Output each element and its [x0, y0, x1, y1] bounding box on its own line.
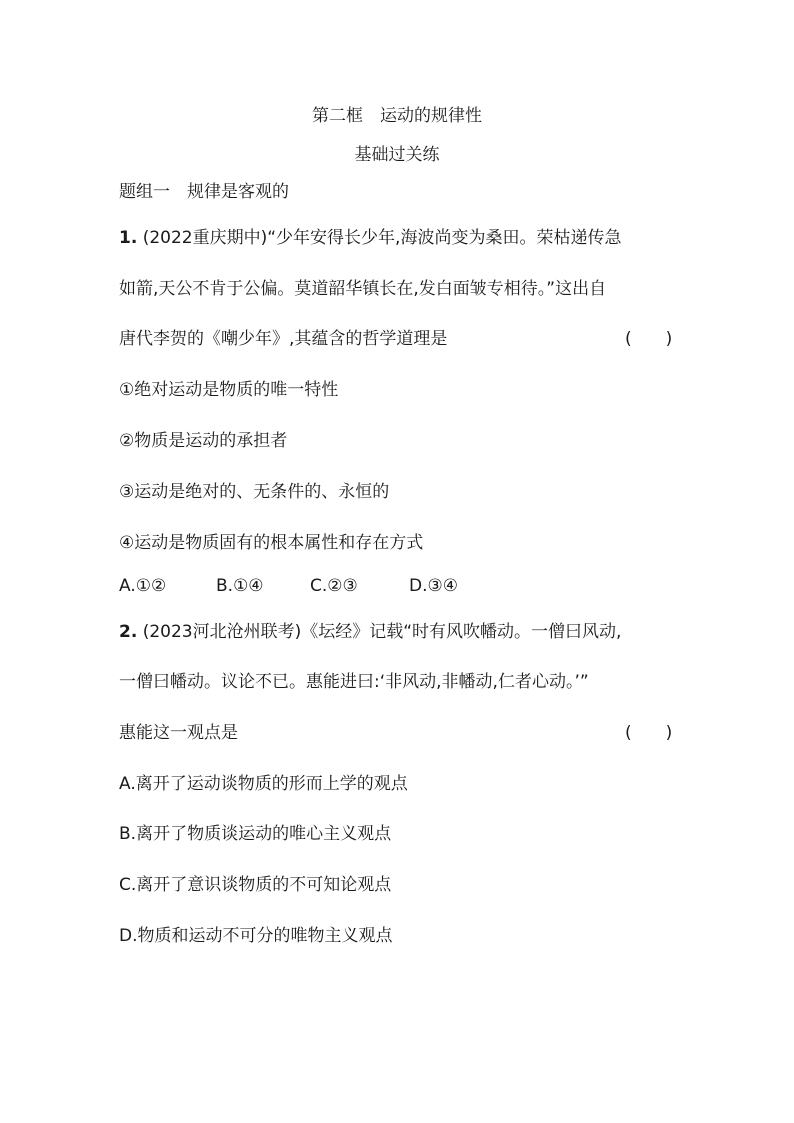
- lesson-title: 第二框 运动的规律性: [312, 106, 482, 126]
- question-1-option-d: D.③④: [409, 576, 458, 596]
- question-1-option-a: A.①②: [119, 576, 167, 596]
- question-1-statement-4: ④运动是物质固有的根本属性和存在方式: [119, 533, 424, 553]
- question-1-options: [119, 575, 458, 597]
- question-1-number: 1.: [119, 228, 138, 248]
- question-2-answer-paren: ( ): [625, 723, 673, 743]
- question-2-number: 2.: [119, 622, 138, 642]
- question-2-option-d: D.物质和运动不可分的唯物主义观点: [119, 926, 393, 946]
- question-1-text-1: (2022重庆期中)“少年安得长少年,海波尚变为桑田。荣枯递传急: [142, 228, 622, 248]
- question-2-line-3: 惠能这一观点是: [119, 723, 238, 743]
- question-2-text-1: (2023河北沧州联考)《坛经》记载“时有风吹幡动。一僧曰风动,: [142, 622, 622, 642]
- group-title: 题组一 规律是客观的: [119, 182, 289, 202]
- question-1-option-c: C.②③: [310, 576, 358, 596]
- question-1-line-3: 唐代李贺的《嘲少年》,其蕴含的哲学道理是: [119, 329, 448, 349]
- question-1-statement-1: ①绝对运动是物质的唯一特性: [119, 380, 339, 400]
- question-2-line-2: 一僧曰幡动。议论不已。惠能进曰:‘非风动,非幡动,仁者心动。’”: [119, 672, 589, 692]
- question-1-statement-2: ②物质是运动的承担者: [119, 431, 288, 451]
- question-2-option-a: A.离开了运动谈物质的形而上学的观点: [119, 774, 408, 794]
- question-2-option-b: B.离开了物质谈运动的唯心主义观点: [119, 824, 392, 844]
- question-1-line-2: 如箭,天公不肯于公偏。莫道韶华镇长在,发白面皱专相待。”这出自: [119, 279, 607, 299]
- question-1-line-1: [119, 227, 621, 249]
- question-1-option-b: B.①④: [216, 576, 264, 596]
- question-2-line-1: [119, 621, 621, 643]
- question-1-answer-paren: ( ): [625, 329, 673, 349]
- question-1-statement-3: ③运动是绝对的、无条件的、永恒的: [119, 482, 390, 502]
- section-title: 基础过关练: [354, 145, 440, 165]
- question-2-option-c: C.离开了意识谈物质的不可知论观点: [119, 875, 392, 895]
